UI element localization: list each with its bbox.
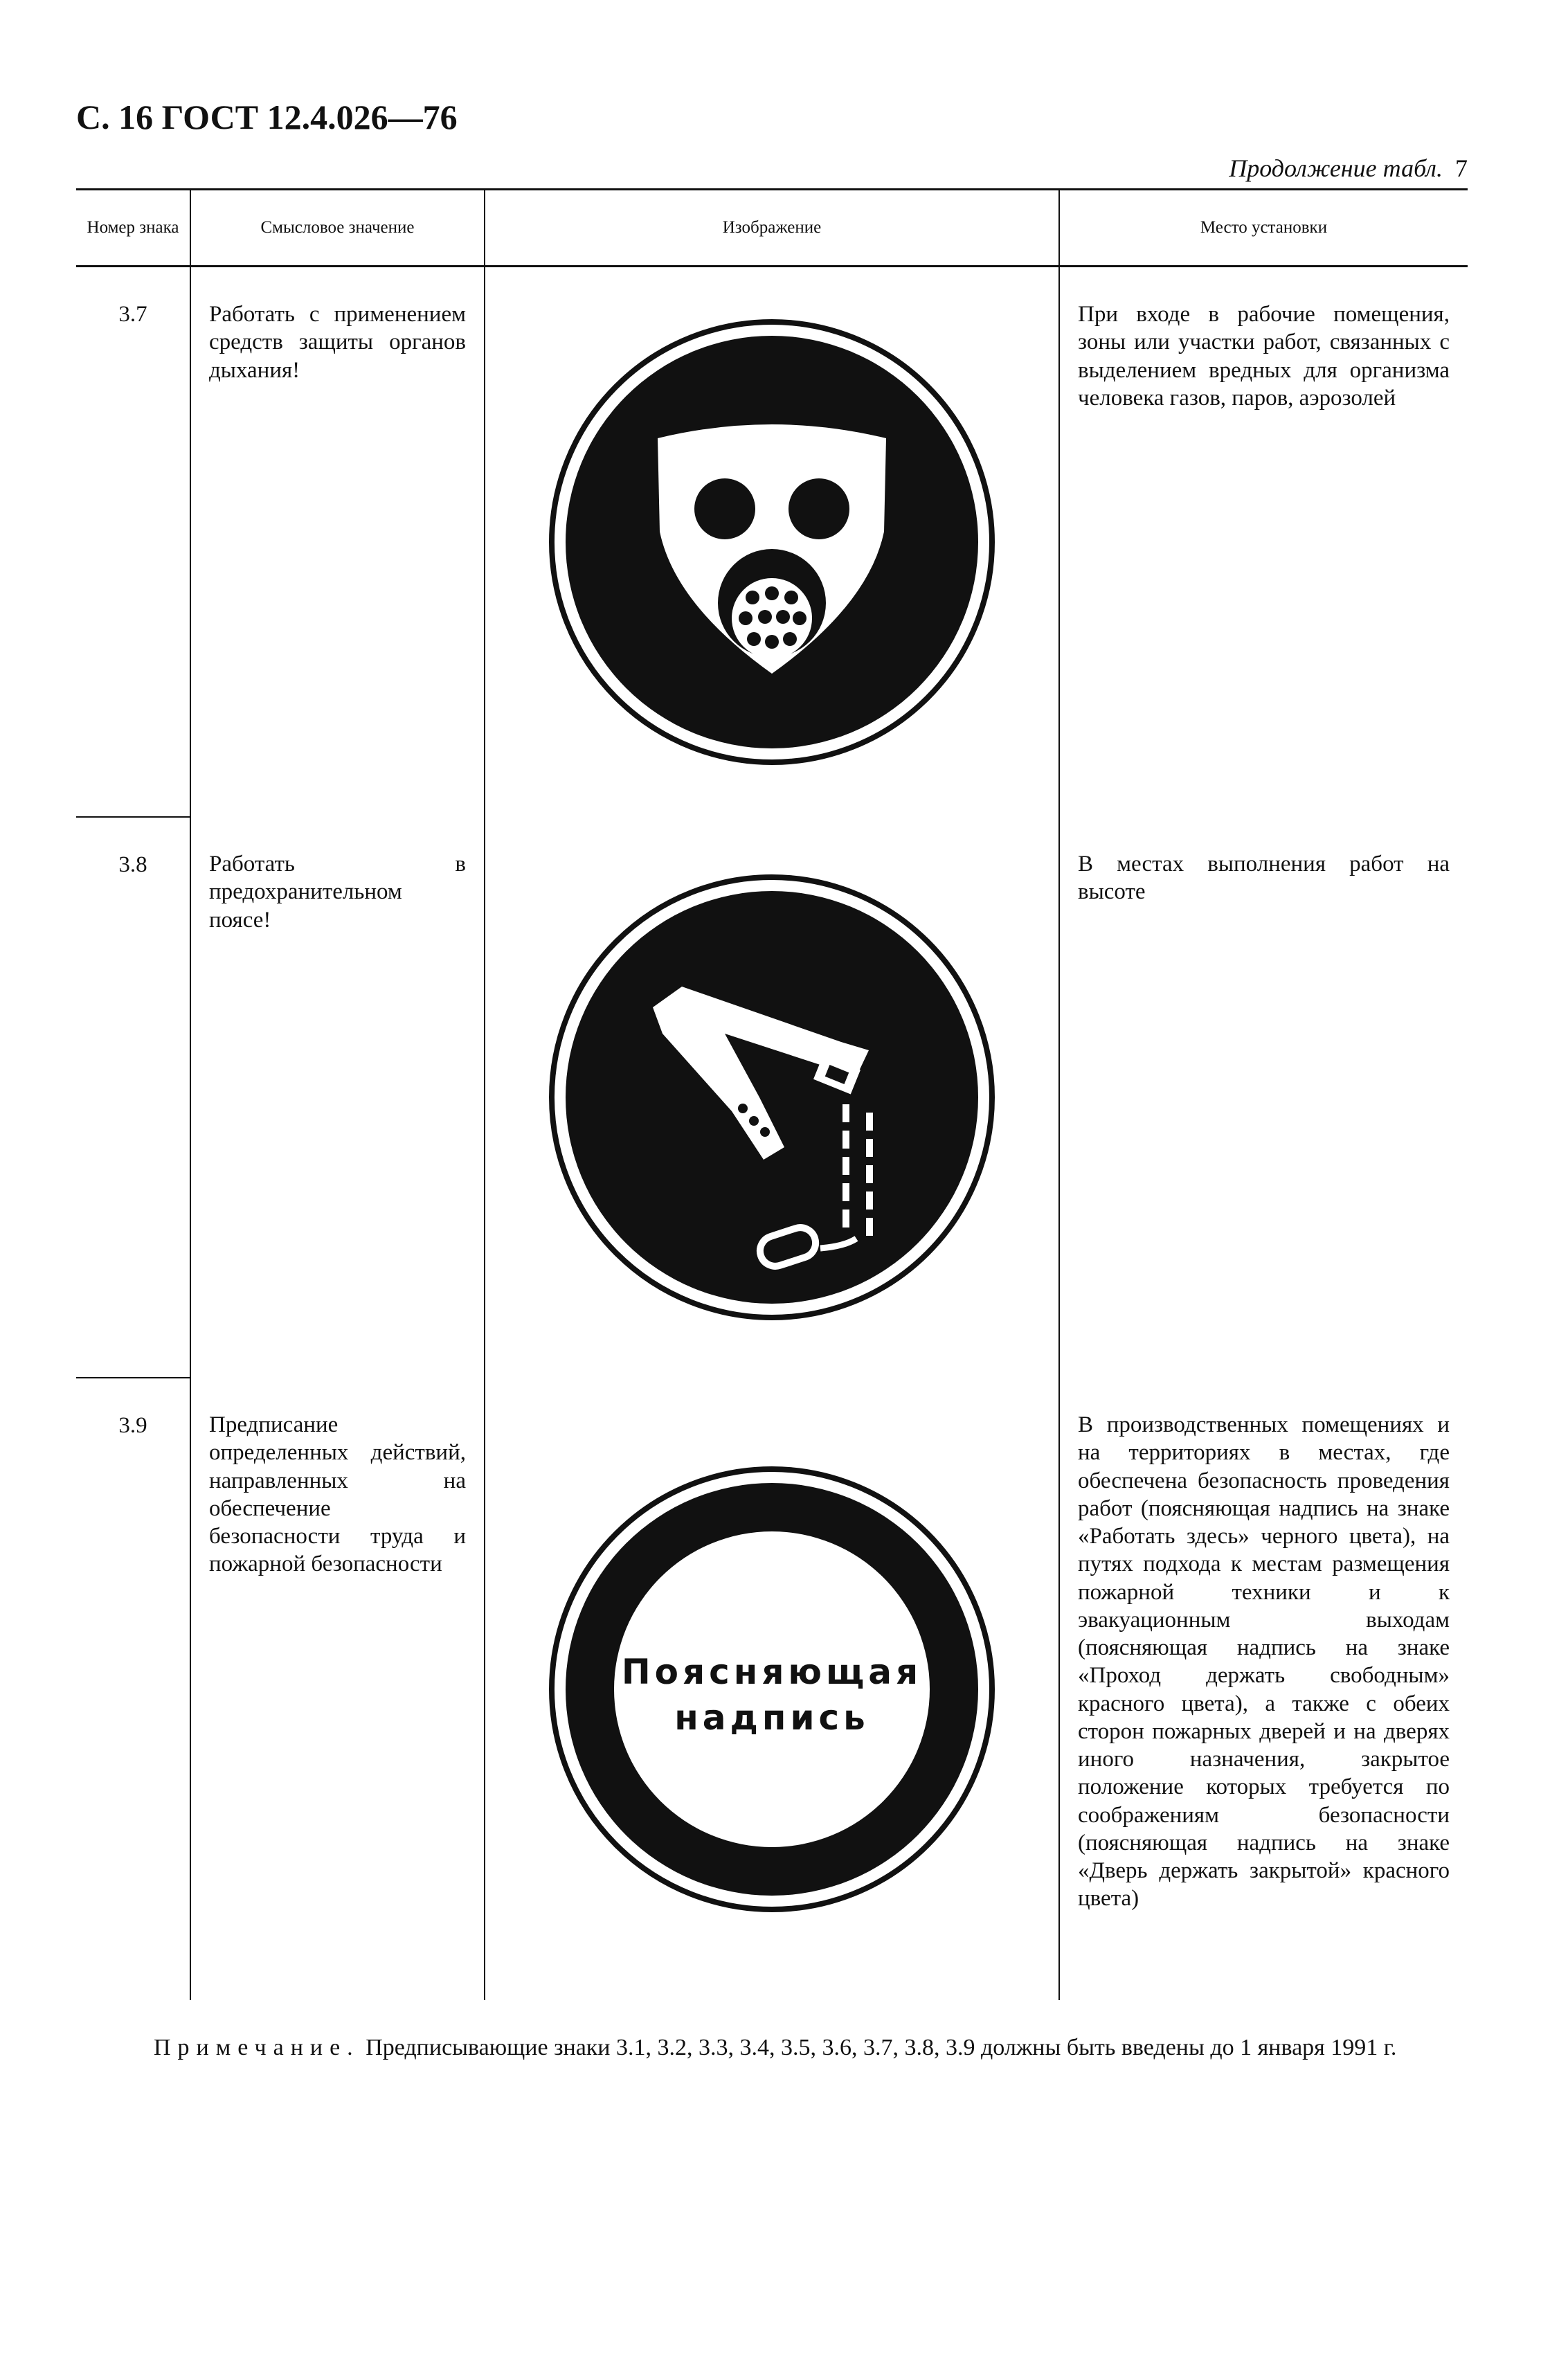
column-header-image: Изображение (485, 190, 1059, 267)
respirator-mask-icon (543, 314, 1000, 771)
footnote (76, 2032, 1468, 2064)
table-row (76, 817, 1468, 1378)
sign-text-line1: Поясняющая (621, 1651, 923, 1692)
signs-table (76, 188, 1468, 2000)
sign-text-line2: надпись (674, 1697, 869, 1738)
sign-meaning: Работать с применением средств защиты органов дыхания! (190, 267, 485, 818)
page-title: С. 16 ГОСТ 12.4.026—76 (76, 98, 458, 136)
continuation-word: Продолжение табл. (1229, 154, 1443, 182)
safety-belt-icon (543, 869, 1000, 1326)
table-header-row (76, 190, 1468, 267)
sign-number: 3.8 (76, 817, 190, 1378)
sign-location: При входе в рабочие помещения, зоны или участки работ, связанных с выделением вредных для организма человека газов, паров, аэрозолей (1059, 267, 1468, 818)
column-header-meaning: Смысловое значение (190, 190, 485, 267)
note-label: Примечание. (154, 2035, 360, 2060)
sign-meaning: Работать в предохранительном поясе! (190, 817, 485, 1378)
sign-location: В местах выполнения работ на высоте (1059, 817, 1468, 1378)
sign-meaning: Предписание определенных действий, направленных на обеспечение безопасности труда и пожарной безопасности (190, 1378, 485, 2000)
sign-image-cell (485, 267, 1059, 818)
sign-number: 3.9 (76, 1378, 190, 2000)
sign-image-cell (485, 817, 1059, 1378)
column-header-location: Место установки (1059, 190, 1468, 267)
note-text: Предписывающие знаки 3.1, 3.2, 3.3, 3.4, 3.5, 3.6, 3.7, 3.8, 3.9 должны быть введены до 1 января 1991 г. (366, 2035, 1397, 2060)
sign-image-cell (485, 1378, 1059, 2000)
sign-number: 3.7 (76, 267, 190, 818)
table-row (76, 267, 1468, 818)
explanatory-sign-icon (543, 1461, 1000, 1918)
continuation-number: 7 (1455, 154, 1468, 182)
table-continuation-label (1229, 154, 1468, 183)
column-header-number: Номер знака (76, 190, 190, 267)
table-row (76, 1378, 1468, 2000)
sign-location: В производственных помещениях и на территориях в местах, где обеспечена безопасность проведения работ (поясняющая надпись на знаке «Работать здесь» черного цвета), на путях подхода к местам размещения пожарной техники и к эвакуационным выходам (поясняющая надпись на знаке «Проход держать свободным» красного цвета), а также с обеих сторон пожарных дверей и на дверях иного назначения, закрытое положение которых требуется по соображениям безопасности (поясняющая надпись на знаке «Дверь держать закрытой» красного цвета) (1059, 1378, 1468, 2000)
